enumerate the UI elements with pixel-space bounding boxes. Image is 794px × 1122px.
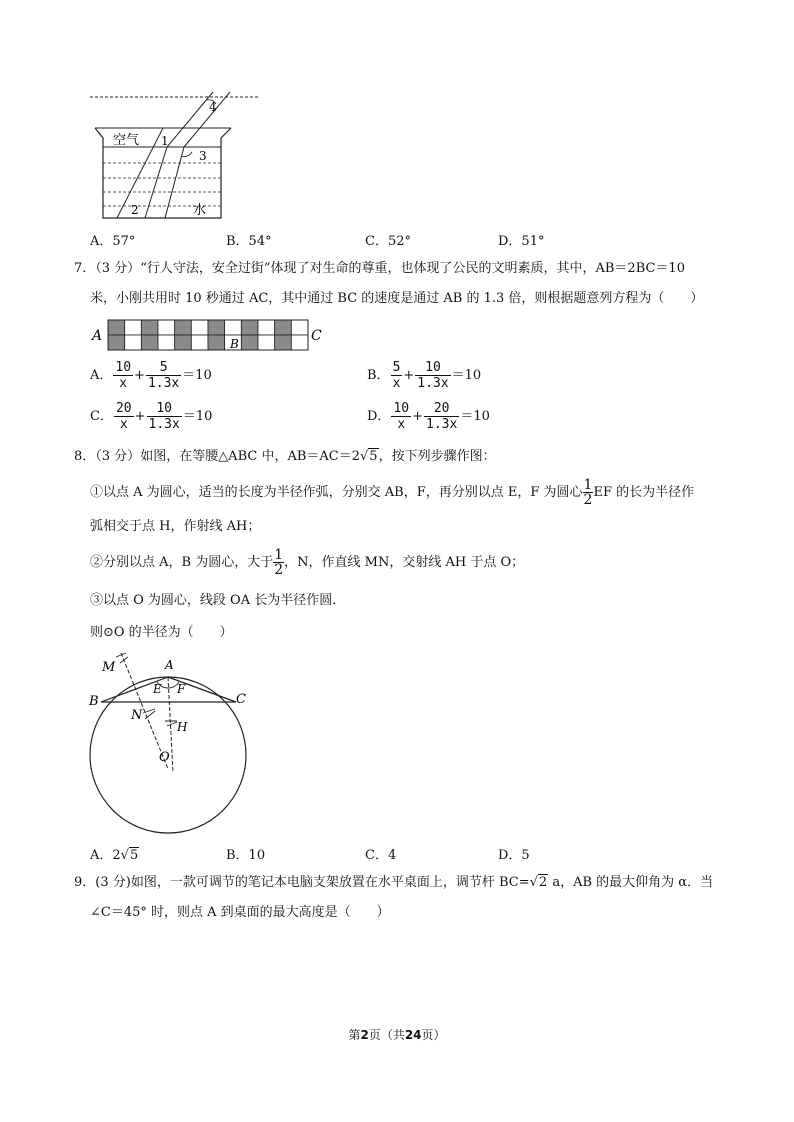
- q9-line1: 9．(3 分)如图，一款可调节的笔记本电脑支架放置在水平桌面上，调节杆 BC=√2 a，AB 的最大仰角为 α．当: [74, 875, 714, 890]
- q7-line1: [74, 260, 685, 278]
- fig8-label-n: N: [131, 708, 143, 723]
- crosswalk-cell: [241, 335, 258, 350]
- q9-line2: ∠C＝45° 时，则点 A 到桌面的最大高度是（ ）: [90, 905, 390, 920]
- crosswalk-cell: [108, 335, 125, 350]
- crosswalk-cell: [175, 320, 192, 335]
- q6-option-a[interactable]: A．57°: [90, 234, 136, 249]
- crosswalk-cell: [158, 320, 175, 335]
- label-3: 3: [199, 149, 207, 163]
- fig8-label-b: B: [89, 694, 99, 709]
- q7-option-d[interactable]: D． $\frac{10}{x}$ + $\frac{20}{1.3x}$ ＝10: [367, 401, 490, 432]
- q8-option-a[interactable]: A．2√5: [90, 848, 139, 863]
- fig8-label-e: E: [153, 682, 162, 696]
- crosswalk-cell: [258, 320, 275, 335]
- crosswalk-cell: [225, 320, 242, 335]
- q7-line2: 米，小刚共用时 10 秒通过 AC，其中通过 BC 的速度是通过 AB 的 1.3 倍，则根据题意列方程为（ ）: [90, 291, 704, 306]
- refraction-figure: [85, 90, 275, 225]
- crosswalk-figure: [90, 318, 330, 354]
- label-4: 4: [209, 100, 217, 114]
- fig8-label-f: F: [177, 682, 186, 696]
- label-water: 水: [193, 203, 207, 218]
- label-1: 1: [161, 134, 169, 148]
- crosswalk-cell: [275, 335, 292, 350]
- crosswalk-cell: [125, 335, 142, 350]
- crosswalk-cell: [291, 335, 308, 350]
- q8-step1-line2: 弧相交于点 H，作射线 AH；: [90, 519, 261, 534]
- q8-option-d[interactable]: D．5: [498, 848, 530, 863]
- fig8-label-m: M: [102, 660, 116, 675]
- q7-score: （3 分）: [95, 261, 141, 276]
- fig8-label-c: C: [236, 692, 246, 707]
- crosswalk-cell: [241, 320, 258, 335]
- q8-option-b[interactable]: B．10: [226, 848, 266, 863]
- q8-step2: ②分别以点 A，B 为圆心，大于 $\frac{1}{2}$ ，N，作直线 MN，交射线 AH 于点 O；: [90, 547, 525, 578]
- q7-option-a[interactable]: A． $\frac{10}{x}$ + $\frac{5}{1.3x}$ ＝10: [90, 360, 212, 391]
- label-2: 2: [131, 203, 139, 217]
- crosswalk-cell: [175, 335, 192, 350]
- crosswalk-cell: [208, 320, 225, 335]
- crosswalk-cell: [275, 320, 292, 335]
- crosswalk-cell: [291, 320, 308, 335]
- crosswalk-cell: [108, 320, 125, 335]
- crosswalk-cell: [208, 335, 225, 350]
- q6-option-c[interactable]: C．52°: [365, 234, 411, 249]
- q7-option-b[interactable]: B． $\frac{5}{x}$ + $\frac{10}{1.3x}$ ＝10: [367, 360, 482, 391]
- q8-step1: ①以点 A 为圆心，适当的长度为半径作弧，分别交 AB，F，再分别以点 E，F 为圆心 $\frac{1}{2}$ EF 的长为半径作: [90, 477, 695, 508]
- crosswalk-label-b: B: [230, 337, 239, 351]
- circle-construction-figure: [85, 645, 260, 835]
- crosswalk-cell: [141, 320, 158, 335]
- q8-option-c[interactable]: C．4: [365, 848, 397, 863]
- crosswalk-cell: [158, 335, 175, 350]
- crosswalk-cell: [191, 320, 208, 335]
- q6-option-d[interactable]: D．51°: [498, 234, 545, 249]
- label-air: 空气: [113, 133, 140, 148]
- fig8-label-o: O: [159, 750, 170, 765]
- q8-ask: 则⊙O 的半径为（ ）: [90, 625, 233, 640]
- crosswalk-cell: [258, 335, 275, 350]
- crosswalk-cell: [125, 320, 142, 335]
- crosswalk-label-c: C: [311, 328, 322, 344]
- q7-number: 7．: [74, 261, 96, 276]
- q7-text1: “行人守法，安全过街”体现了对生命的尊重，也体现了公民的文明素质，其中，AB＝2BC＝10: [140, 261, 685, 276]
- q8-step3: ③以点 O 为圆心，线段 OA 长为半径作圆．: [90, 593, 346, 608]
- crosswalk-cell: [141, 335, 158, 350]
- q6-option-b[interactable]: B．54°: [226, 234, 272, 249]
- page-footer: 第2页（共24页）: [348, 1028, 446, 1042]
- fig8-label-h: H: [177, 720, 188, 734]
- crosswalk-cell: [191, 335, 208, 350]
- crosswalk-label-a: A: [92, 328, 103, 344]
- q8-line1: 8．（3 分）如图，在等腰△ABC 中，AB＝AC＝2√5，按下列步骤作图：: [74, 449, 496, 464]
- fig8-label-a: A: [165, 658, 174, 672]
- q7-option-c[interactable]: C． $\frac{20}{x}$ + $\frac{10}{1.3x}$ ＝10: [90, 401, 213, 432]
